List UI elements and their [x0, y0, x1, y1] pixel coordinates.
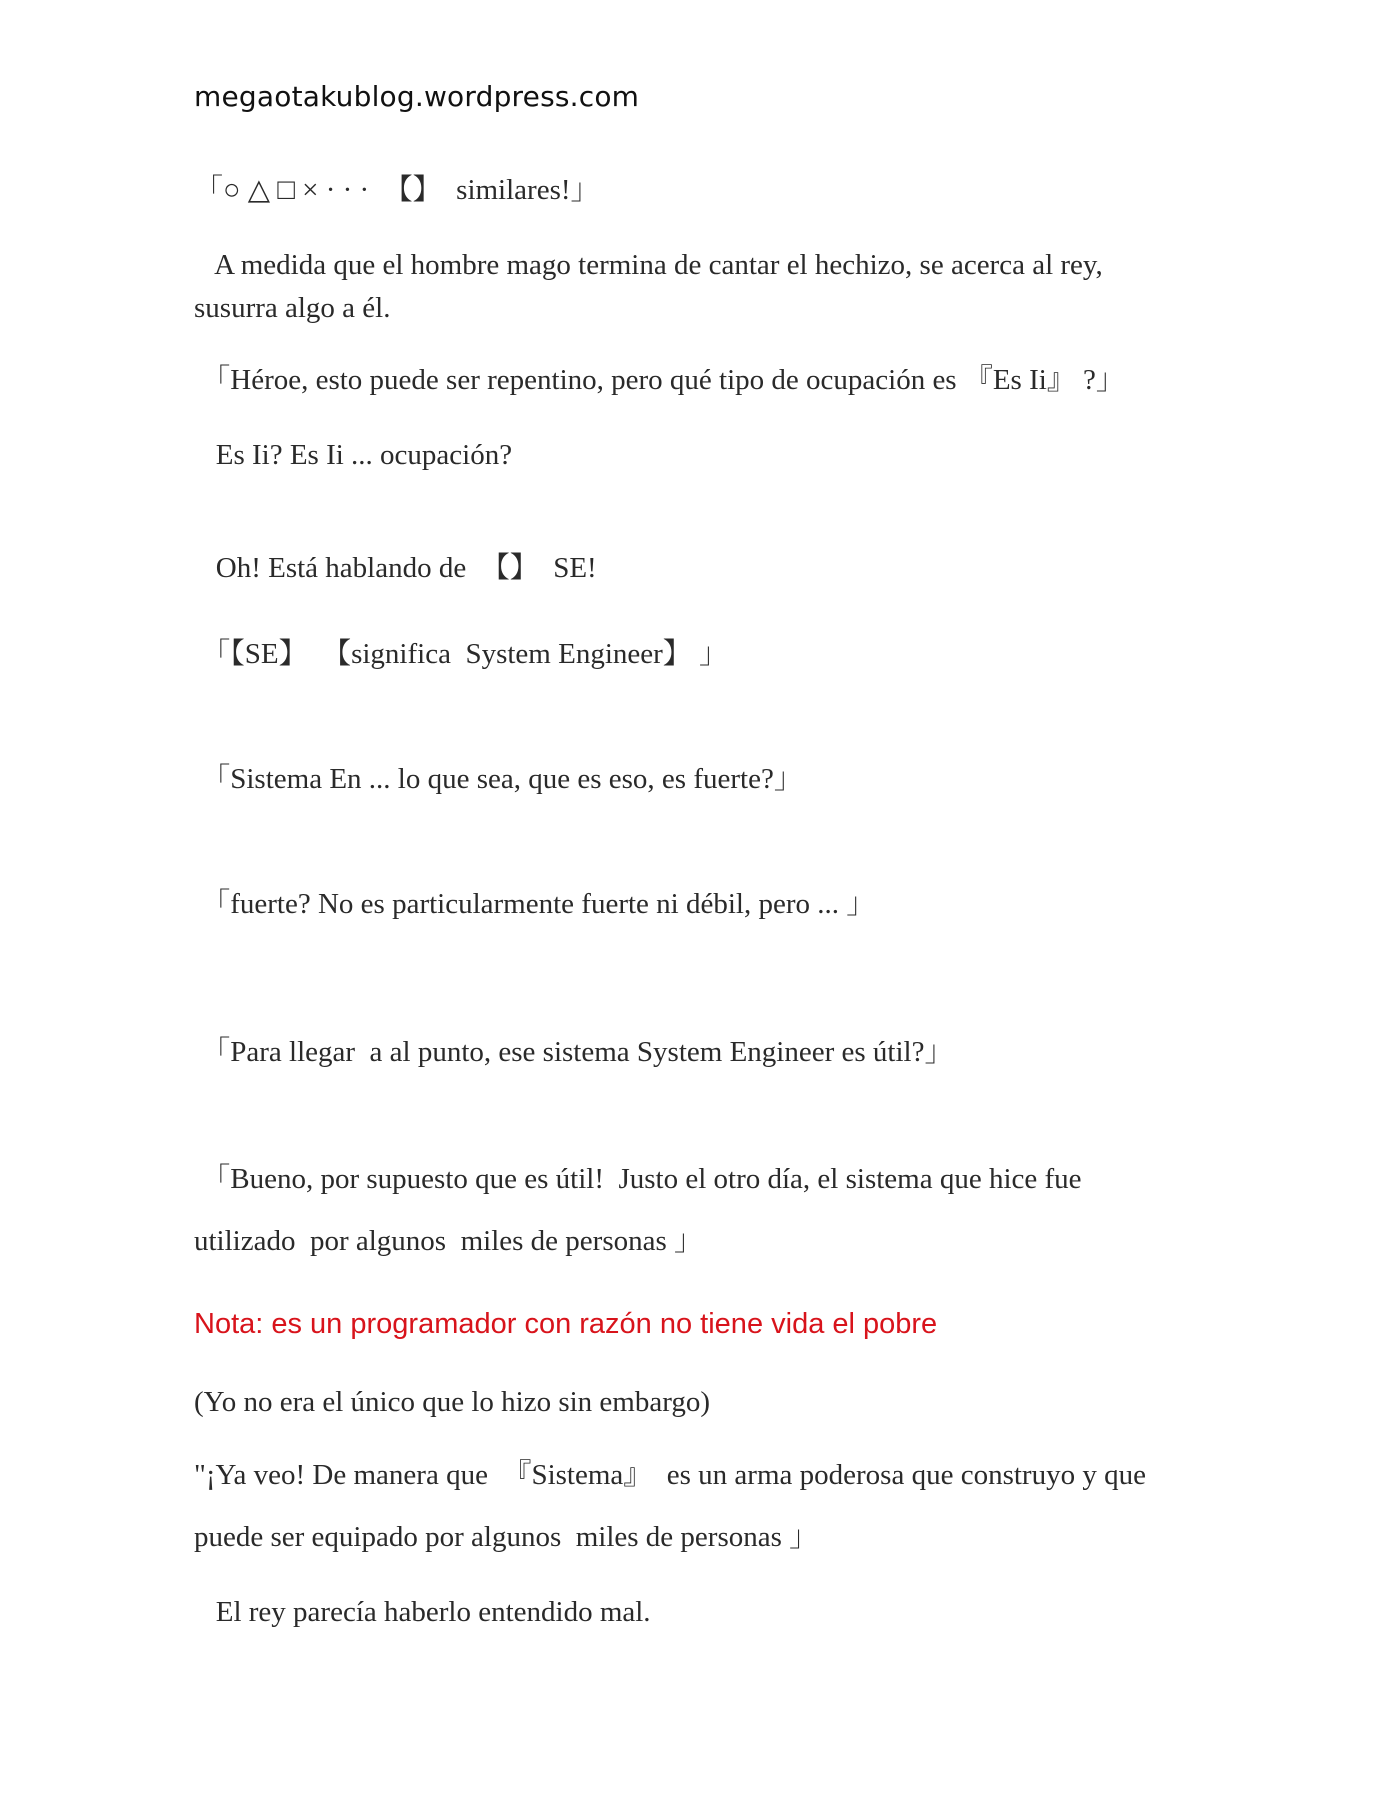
- red-note: Nota: es un programador con razón no tiene vida el pobre: [194, 1308, 938, 1340]
- text-line-5: Es Ii? Es Ii ... ocupación?: [194, 439, 513, 471]
- text-line-4: 「Héroe, esto puede ser repentino, pero qué tipo de ocupación es 『Es Ii』 ?」: [194, 364, 1125, 396]
- text-line-13: (Yo no era el único que lo hizo sin embargo): [194, 1386, 710, 1418]
- text-line-9: 「fuerte? No es particularmente fuerte ni débil, pero ... 」: [194, 888, 876, 920]
- text-line-15: puede ser equipado por algunos miles de personas 」: [194, 1521, 819, 1553]
- text-line-12: utilizado por algunos miles de personas 」: [194, 1225, 704, 1257]
- text-line-7: 「【SE】 【significa System Engineer】 」: [194, 638, 729, 670]
- text-line-8: 「Sistema En ... lo que sea, que es eso, es fuerte?」: [194, 763, 803, 795]
- text-line-11: 「Bueno, por supuesto que es útil! Justo el otro día, el sistema que hice fue: [194, 1163, 1082, 1195]
- text-line-3: susurra algo a él.: [194, 292, 391, 324]
- site-header: megaotakublog.wordpress.com: [194, 80, 640, 113]
- text-line-1: 「○ △ □ × · · · 【】 similares!」: [194, 174, 600, 206]
- text-line-2: A medida que el hombre mago termina de cantar el hechizo, se acerca al rey,: [194, 249, 1103, 281]
- text-line-6: Oh! Está hablando de 【】 SE!: [194, 552, 597, 584]
- text-line-10: 「Para llegar a al punto, ese sistema System Engineer es útil?」: [194, 1036, 954, 1068]
- text-line-16: El rey parecía haberlo entendido mal.: [194, 1596, 651, 1628]
- text-line-14: "¡Ya veo! De manera que 『Sistema』 es un arma poderosa que construyo y que: [194, 1459, 1146, 1491]
